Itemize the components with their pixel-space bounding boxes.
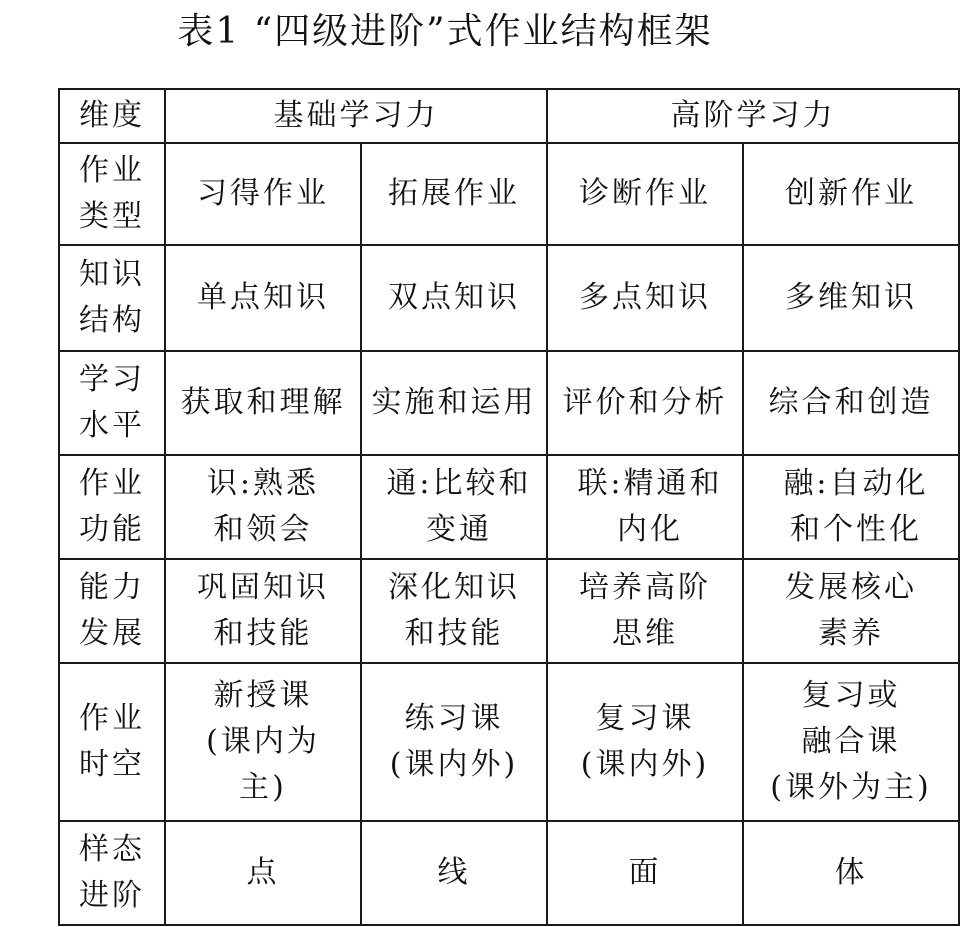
table-cell bbox=[547, 143, 743, 245]
row-dimension-cell bbox=[59, 351, 165, 455]
dimension-line: 能力 bbox=[79, 570, 145, 605]
cell-line: 体 bbox=[834, 855, 868, 890]
table-cell bbox=[361, 821, 547, 925]
dimension-line: 结构 bbox=[79, 303, 145, 338]
cell-line: 复习课 bbox=[595, 701, 695, 736]
row-dimension-cell bbox=[59, 455, 165, 559]
table-cell bbox=[547, 821, 743, 925]
cell-line: 点 bbox=[246, 855, 280, 890]
table-cell bbox=[165, 821, 361, 925]
table-cell bbox=[361, 455, 547, 559]
cell-line: 融:自动化 bbox=[783, 466, 929, 501]
table-cell bbox=[165, 559, 361, 663]
row-dimension-cell bbox=[59, 663, 165, 821]
table-cell bbox=[743, 821, 959, 925]
dimension-line: 时空 bbox=[79, 747, 145, 782]
cell-line: (课内外) bbox=[580, 747, 710, 782]
table-cell bbox=[743, 245, 959, 351]
dimension-line: 类型 bbox=[79, 199, 145, 234]
cell-line: 思维 bbox=[612, 616, 678, 651]
table-cell bbox=[547, 663, 743, 821]
table-cell bbox=[547, 351, 743, 455]
table-cell bbox=[547, 559, 743, 663]
cell-line: 识:熟悉 bbox=[206, 466, 320, 501]
table-row bbox=[59, 245, 959, 351]
cell-line: 深化知识 bbox=[388, 570, 520, 605]
dimension-line: 样态 bbox=[79, 832, 145, 867]
cell-line: (课外为主) bbox=[770, 770, 932, 805]
table-cell bbox=[743, 559, 959, 663]
cell-line: 拓展作业 bbox=[388, 176, 520, 211]
cell-line: 素养 bbox=[818, 616, 884, 651]
table-cell bbox=[165, 455, 361, 559]
table-cell bbox=[743, 143, 959, 245]
cell-line: 线 bbox=[437, 855, 471, 890]
cell-line: 巩固知识 bbox=[197, 570, 329, 605]
header-basic-learning: 基础学习力 bbox=[165, 89, 547, 143]
row-dimension-cell bbox=[59, 245, 165, 351]
table-cell bbox=[361, 559, 547, 663]
cell-line: 新授课 bbox=[213, 678, 313, 713]
dimension-line: 学习 bbox=[79, 362, 145, 397]
dimension-line: 功能 bbox=[79, 512, 145, 547]
row-dimension-cell bbox=[59, 821, 165, 925]
cell-line: 诊断作业 bbox=[579, 176, 711, 211]
cell-line: (课内外) bbox=[389, 747, 519, 782]
cell-line: 复习或 bbox=[801, 678, 901, 713]
row-dimension-cell bbox=[59, 559, 165, 663]
table-row bbox=[59, 821, 959, 925]
cell-line: 和个性化 bbox=[790, 512, 922, 547]
cell-line: 和技能 bbox=[213, 616, 313, 651]
table-cell bbox=[361, 351, 547, 455]
cell-line: 内化 bbox=[617, 512, 683, 547]
table-cell bbox=[743, 351, 959, 455]
dimension-line: 知识 bbox=[79, 257, 145, 292]
cell-line: 综合和创造 bbox=[768, 385, 934, 420]
cell-line: 发展核心 bbox=[785, 570, 917, 605]
homework-framework-table bbox=[58, 88, 960, 926]
cell-line: 练习课 bbox=[404, 701, 504, 736]
dimension-line: 发展 bbox=[79, 616, 145, 651]
dimension-line: 作业 bbox=[79, 466, 145, 501]
table-row bbox=[59, 143, 959, 245]
dimension-line: 作业 bbox=[79, 153, 145, 188]
table-cell bbox=[361, 143, 547, 245]
cell-line: 通:比较和 bbox=[386, 466, 532, 501]
header-advanced-learning: 高阶学习力 bbox=[547, 89, 959, 143]
table-cell bbox=[165, 351, 361, 455]
cell-line: 多点知识 bbox=[579, 280, 711, 315]
cell-line: 创新作业 bbox=[785, 176, 917, 211]
row-dimension-cell bbox=[59, 143, 165, 245]
table-row bbox=[59, 559, 959, 663]
table-cell bbox=[547, 245, 743, 351]
cell-line: (课内为 bbox=[206, 724, 320, 759]
table-cell bbox=[361, 245, 547, 351]
table-cell bbox=[743, 663, 959, 821]
dimension-line: 水平 bbox=[79, 408, 145, 443]
table-cell bbox=[361, 663, 547, 821]
cell-line: 变通 bbox=[426, 512, 492, 547]
cell-line: 主) bbox=[239, 770, 287, 805]
table-cell bbox=[165, 245, 361, 351]
cell-line: 单点知识 bbox=[197, 280, 329, 315]
table-cell bbox=[547, 455, 743, 559]
cell-line: 融合课 bbox=[801, 724, 901, 759]
dimension-line: 作业 bbox=[79, 701, 145, 736]
table-row bbox=[59, 455, 959, 559]
header-dimension: 维度 bbox=[59, 89, 165, 143]
cell-line: 联:精通和 bbox=[577, 466, 723, 501]
cell-line: 培养高阶 bbox=[579, 570, 711, 605]
table-cell bbox=[165, 663, 361, 821]
cell-line: 和技能 bbox=[404, 616, 504, 651]
cell-line: 评价和分析 bbox=[562, 385, 728, 420]
table-row bbox=[59, 663, 959, 821]
table-cell bbox=[743, 455, 959, 559]
cell-line: 习得作业 bbox=[197, 176, 329, 211]
cell-line: 和领会 bbox=[213, 512, 313, 547]
dimension-line: 进阶 bbox=[79, 878, 145, 913]
cell-line: 双点知识 bbox=[388, 280, 520, 315]
header-row bbox=[59, 89, 959, 143]
cell-line: 实施和运用 bbox=[371, 385, 537, 420]
cell-line: 获取和理解 bbox=[180, 385, 346, 420]
table-row bbox=[59, 351, 959, 455]
cell-line: 面 bbox=[628, 855, 662, 890]
table-cell bbox=[165, 143, 361, 245]
table-caption: 表1 “四级进阶”式作业结构框架 bbox=[177, 11, 713, 52]
cell-line: 多维知识 bbox=[785, 280, 917, 315]
